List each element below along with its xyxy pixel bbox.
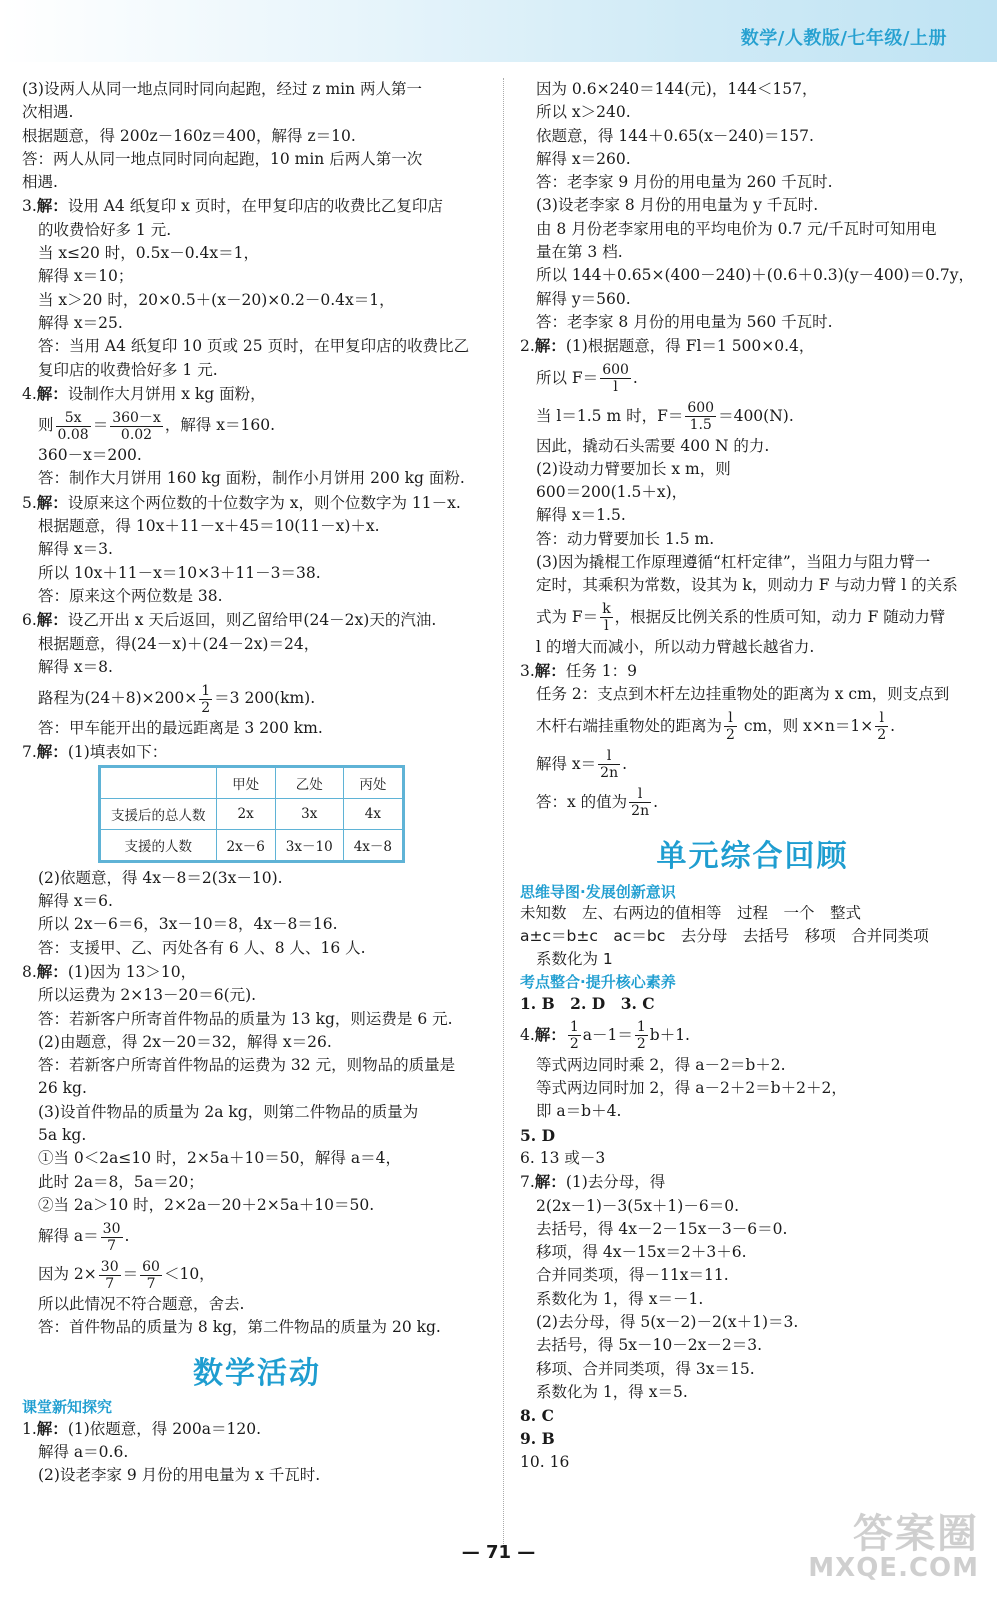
page-number: — 71 — — [461, 1542, 536, 1563]
table-cell: 4x－8 — [343, 829, 402, 860]
text-line: 所以运费为 2×13－20＝6(元). — [38, 986, 257, 1005]
question-number: 3. — [22, 197, 37, 216]
text: (1)填表如下： — [67, 743, 168, 762]
text-line: l 的增大而减小，所以动力臂越长越省力. — [536, 637, 815, 656]
text-line: 解得 x＝10； — [38, 267, 134, 286]
equation-line: 因为 2× $\frac{30}{7}$ ＝ $\frac{60}{7}$ ＜10， — [38, 1258, 215, 1292]
support-table — [98, 765, 405, 863]
text-line: 答：制作大月饼用 160 kg 面粉，制作小月饼用 200 kg 面粉. — [38, 469, 465, 488]
right-column — [520, 78, 985, 1474]
table-cell: 3x — [275, 798, 343, 829]
text-line: 答：首件物品的质量为 8 kg，第二件物品的质量为 20 kg. — [38, 1318, 441, 1337]
text-line: 移项，得 4x－15x＝2＋3＋6. — [536, 1243, 747, 1262]
table-row — [101, 829, 403, 860]
question-number: 2. — [520, 337, 535, 356]
text-line: 解得 x＝260. — [536, 149, 631, 168]
table-cell: 支援的人数 — [101, 829, 217, 860]
fraction: $\frac{k}{l}$ — [602, 601, 611, 635]
text-line: (2)由题意，得 2x－20＝32，解得 x＝26. — [38, 1032, 332, 1051]
section-title-unit-review: 单元综合回顾 — [656, 838, 849, 874]
fraction: $\frac{1}{2}$ — [636, 1019, 646, 1053]
solution-label: 解： — [36, 1418, 68, 1438]
text-line: 答：当用 A4 纸复印 10 页或 25 页时，在甲复印店的收费比乙 — [38, 337, 470, 356]
text-line: 26 kg. — [38, 1079, 87, 1098]
text-line: 360－x＝200. — [38, 446, 142, 465]
subsection-title: 课堂新知探究 — [22, 1397, 113, 1416]
solution-label: 解： — [534, 660, 566, 680]
text-line: 移项、合并同类项，得 3x＝15. — [536, 1359, 755, 1378]
fraction: $\frac{30}{7}$ — [102, 1220, 121, 1254]
text-line: 由 8 月份老李家用电的平均电价为 0.7 元/千瓦时可知用电 — [536, 219, 937, 238]
text-line: 当 x≤20 时，0.5x－0.4x＝1， — [38, 244, 259, 263]
answer-6: 6. 13 或－3 — [520, 1148, 606, 1167]
answer-5: 5. D — [520, 1125, 556, 1145]
table-cell: 支援后的总人数 — [101, 798, 217, 829]
text-line: 根据题意，得 10x＋11－x＋45＝10(11－x)＋x. — [38, 517, 380, 536]
text-line: 解得 y＝560. — [536, 289, 631, 308]
text-line: 去括号，得 4x－2－15x－3－6＝0. — [536, 1219, 788, 1238]
text: 设乙开出 x 天后返回，则乙留给甲(24－2x)天的汽油. — [67, 611, 437, 630]
solution-label: 解： — [534, 336, 566, 356]
text: 设原来这个两位数的十位数字为 x，则个位数字为 11－x. — [67, 493, 461, 512]
text-line: 答：动力臂要加长 1.5 m. — [536, 529, 715, 548]
text-line: 答：两人从同一地点同时同向起跑，10 min 后两人第一次 — [22, 149, 423, 168]
text-line: 解得 x＝6. — [38, 892, 113, 911]
question-number: 6. — [22, 611, 37, 630]
table-row — [101, 798, 403, 829]
subsection-title: 考点整合·提升核心素养 — [520, 973, 676, 992]
answer-8: 8. C — [520, 1406, 554, 1426]
watermark-url: MXQE.COM — [808, 1553, 979, 1583]
table-cell: 甲处 — [216, 767, 275, 798]
text-line: 所以 x＞240. — [536, 103, 631, 122]
text-line: 等式两边同时加 2，得 a－2＋2＝b＋2＋2， — [536, 1079, 847, 1098]
table-cell: 4x — [343, 798, 402, 829]
text: 设用 A4 纸复印 x 页时，在甲复印店的收费比乙复印店 — [67, 197, 443, 216]
equation-line: 解得 x＝ $\frac{l}{2n}$ . — [536, 748, 628, 782]
text: 任务 1：9 — [565, 661, 637, 680]
solution-label: 解： — [36, 742, 68, 762]
text: (1)依题意，得 200a＝120. — [67, 1419, 262, 1438]
question-8 — [22, 960, 492, 984]
text-line: (3)设首件物品的质量为 2a kg，则第二件物品的质量为 — [38, 1102, 419, 1121]
text-line: 答：甲车能开出的最远距离是 3 200 km. — [38, 719, 323, 738]
solution-label: 解： — [36, 196, 68, 216]
answer-9: 9. B — [520, 1429, 555, 1449]
equation-line: 当 l＝1.5 m 时，F＝ $\frac{600}{1.5}$ ＝400(N). — [536, 400, 794, 434]
fraction: $\frac{l}{2n}$ — [600, 748, 619, 782]
text-line: 相遇. — [22, 173, 58, 192]
text-line: 因此，撬动石头需要 400 N 的力. — [536, 436, 770, 455]
choice-answers: 1. B 2. D 3. C — [520, 994, 655, 1014]
text-line: (2)设动力臂要加长 x m，则 — [536, 459, 731, 478]
table-cell: 丙处 — [343, 767, 402, 798]
question-7 — [520, 1170, 985, 1194]
question-number: 3. — [520, 661, 535, 680]
text-line: 去括号，得 5x－10－2x－2＝3. — [536, 1336, 763, 1355]
table-cell: 2x — [216, 798, 275, 829]
mind-map-answers: a±c＝b±c ac＝bc 去分母 去括号 移项 合并同类项 — [520, 926, 929, 945]
text-line: (3)设老李家 8 月份的用电量为 y 千瓦时. — [536, 196, 819, 215]
table-header-row — [101, 767, 403, 798]
equation-line: 路程为(24＋8)×200× $\frac{1}{2}$ ＝3 200(km). — [38, 682, 316, 716]
question-5 — [22, 491, 492, 515]
fraction: $\frac{30}{7}$ — [100, 1258, 119, 1292]
fraction: $\frac{60}{7}$ — [142, 1258, 160, 1292]
question-7 — [22, 740, 492, 764]
fraction: $\frac{360-x}{0.02}$ — [112, 409, 161, 443]
text-line: 系数化为 1，得 x＝5. — [536, 1382, 688, 1401]
fraction: $\frac{1}{2}$ — [569, 1019, 579, 1053]
solution-label: 解： — [534, 1024, 566, 1044]
watermark-text: 答案圈 — [853, 1511, 979, 1557]
equation-line: 解得 a＝ $\frac{30}{7}$ . — [38, 1220, 130, 1254]
text-line: 解得 x＝1.5. — [536, 506, 626, 525]
text-line: ①当 0＜2a≤10 时，2×5a＋10＝50，解得 a＝4， — [38, 1149, 401, 1168]
solution-label: 解： — [36, 492, 68, 512]
equation-line: 木杆右端挂重物处的距离为 $\frac{l}{2}$ cm，则 x×n＝1× $\frac{l}{2}$ . — [536, 710, 896, 744]
fraction: $\frac{l}{2n}$ — [631, 786, 650, 820]
equation-line: 式为 F＝ $\frac{k}{l}$ ，根据反比例关系的性质可知，动力 F 随动力臂 — [536, 601, 946, 635]
text-line: 依题意，得 144＋0.65(x－240)＝157. — [536, 126, 814, 145]
fraction: $\frac{l}{2}$ — [726, 710, 735, 744]
table-cell: 2x－6 — [216, 829, 275, 860]
text-line: (2)依题意，得 4x－8＝2(3x－10). — [38, 868, 283, 887]
text-line: 2(2x－1)－3(5x＋1)－6＝0. — [536, 1196, 739, 1215]
left-column — [22, 78, 492, 1488]
text: (1)去分母，得 — [565, 1173, 666, 1192]
table-cell: 3x－10 — [275, 829, 343, 860]
text-line: 所以 2x－6＝6，3x－10＝8，4x－8＝16. — [38, 915, 338, 934]
text-line: (3)因为撬棍工作原理遵循“杠杆定律”，当阻力与阻力臂一 — [536, 553, 931, 572]
text-line: 量在第 3 档. — [536, 243, 623, 262]
text-line: 定时，其乘积为常数，设其为 k，则动力 F 与动力臂 l 的关系 — [536, 576, 958, 595]
text-line: 答：老李家 8 月份的用电量为 560 千瓦时. — [536, 312, 833, 331]
text-line: (3)设两人从同一地点同时同向起跑，经过 z min 两人第一 — [22, 80, 423, 98]
fraction: $\frac{600}{l}$ — [602, 362, 629, 396]
text-line: 即 a＝b＋4. — [536, 1102, 622, 1121]
text: (1)因为 13＞10， — [67, 962, 197, 981]
text-line: 根据题意，得 200z－160z＝400，解得 z＝10. — [22, 126, 356, 145]
question-number: 7. — [520, 1173, 535, 1192]
question-3 — [520, 659, 985, 683]
text-line: 合并同类项，得－11x＝11. — [536, 1266, 729, 1285]
question-4: 4.解： $\frac{1}{2}$ a－1＝ $\frac{1}{2}$ b＋1. — [520, 1019, 690, 1053]
running-header: 数学/人教版/七年级/上册 — [740, 28, 947, 49]
text-line: 答：老李家 9 月份的用电量为 260 千瓦时. — [536, 173, 833, 192]
fraction: $\frac{l}{2}$ — [877, 710, 887, 744]
table-cell — [101, 767, 217, 798]
text-line: ②当 2a＞10 时，2×2a－20＋2×5a＋10＝50. — [38, 1195, 375, 1214]
text-line: 系数化为 1，得 x＝－1. — [536, 1289, 704, 1308]
fraction: $\frac{600}{1.5}$ — [687, 400, 715, 434]
section-title-math-activity: 数学活动 — [193, 1355, 321, 1391]
solution-label: 解： — [534, 1172, 566, 1192]
column-divider — [503, 78, 504, 1548]
table-cell: 乙处 — [275, 767, 343, 798]
activity-question-1 — [22, 1417, 492, 1441]
equation-line: 则 $\frac{5x}{0.08}$ ＝ $\frac{360-x}{0.02}$ ，解得 x＝160. — [38, 409, 276, 443]
question-number: 7. — [22, 743, 37, 762]
text-line: 答：若新客户所寄首件物品的运费为 32 元，则物品的质量是 — [38, 1056, 456, 1075]
question-2 — [520, 334, 985, 358]
text-line: 5a kg. — [38, 1125, 87, 1144]
text-line: 此时 2a＝8，5a＝20； — [38, 1172, 204, 1191]
text-line: 根据题意，得(24－x)＋(24－2x)＝24， — [38, 634, 320, 653]
question-4 — [22, 382, 492, 406]
equation-line: 答：x 的值为 $\frac{l}{2n}$ . — [536, 786, 659, 820]
text-line: 答：支援甲、乙、丙处各有 6 人、8 人、16 人. — [38, 938, 366, 957]
text-line: 解得 x＝25. — [38, 313, 123, 332]
question-number: 4. — [22, 384, 37, 403]
text-line: (2)设老李家 9 月份的用电量为 x 千瓦时. — [38, 1466, 321, 1485]
text-line: 所以 144＋0.65×(400－240)＋(0.6＋0.3)(y－400)＝0.7y， — [536, 266, 975, 285]
answer-10: 10. 16 — [520, 1452, 570, 1471]
text: (1)根据题意，得 Fl＝1 500×0.4， — [565, 337, 815, 356]
solution-label: 解： — [36, 383, 68, 403]
fraction: $\frac{5x}{0.08}$ — [57, 409, 89, 443]
mind-map-answers: 系数化为 1 — [536, 950, 613, 969]
mind-map-answers: 未知数 左、右两边的值相等 过程 一个 整式 — [520, 903, 862, 922]
text-line: (2)去分母，得 5(x－2)－2(x＋1)＝3. — [536, 1312, 799, 1331]
fraction: $\frac{1}{2}$ — [201, 682, 211, 716]
question-3 — [22, 194, 492, 218]
solution-label: 解： — [36, 610, 68, 630]
solution-label: 解： — [36, 961, 68, 981]
subsection-title: 思维导图·发展创新意识 — [520, 882, 676, 901]
text-line: 当 x＞20 时，20×0.5＋(x－20)×0.2－0.4x＝1， — [38, 290, 395, 309]
equation-line: 所以 F＝ $\frac{600}{l}$ . — [536, 362, 638, 396]
question-6 — [22, 608, 492, 632]
text-line: 答：若新客户所寄首件物品的质量为 13 kg，则运费是 6 元. — [38, 1009, 453, 1028]
question-number: 1. — [22, 1419, 37, 1438]
text-line: 复印店的收费恰好多 1 元. — [38, 360, 218, 379]
question-number: 8. — [22, 962, 37, 981]
text-line: 次相遇. — [22, 103, 74, 122]
question-number: 4. — [520, 1025, 535, 1044]
text-line: 600＝200(1.5＋x)， — [536, 483, 688, 502]
text-line: 所以 10x＋11－x＝10×3＋11－3＝38. — [38, 563, 321, 582]
text-line: 解得 x＝8. — [38, 657, 113, 676]
text-line: 任务 2：支点到木杆左边挂重物处的距离为 x cm，则支点到 — [536, 685, 950, 704]
text-line: 的收费恰好多 1 元. — [38, 220, 172, 239]
watermark-logo — [808, 1502, 979, 1583]
text-line: 答：原来这个两位数是 38. — [38, 586, 223, 605]
text-line: 解得 a＝0.6. — [38, 1443, 129, 1462]
text-line: 因为 0.6×240＝144(元)，144＜157， — [536, 80, 818, 98]
question-number: 5. — [22, 493, 37, 512]
text-line: 解得 x＝3. — [38, 540, 113, 559]
text-line: 所以此情况不符合题意，舍去. — [38, 1295, 245, 1314]
text: 设制作大月饼用 x kg 面粉， — [67, 384, 266, 403]
text-line: 等式两边同时乘 2，得 a－2＝b＋2. — [536, 1055, 786, 1074]
